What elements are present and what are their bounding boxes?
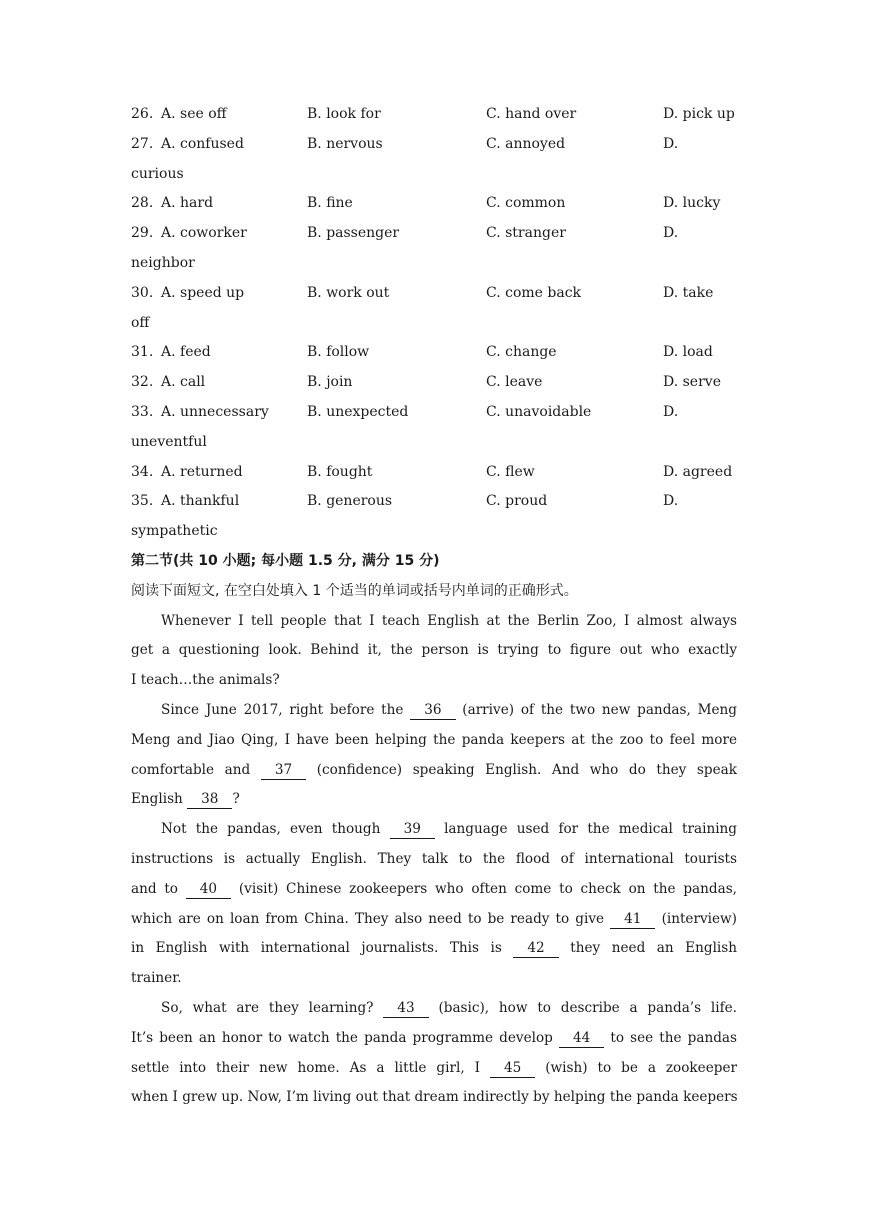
answer-blank-45[interactable]: 45 (490, 1060, 535, 1078)
passage (131, 607, 737, 1114)
answer-blank-39[interactable]: 39 (390, 821, 435, 839)
text-segment: (visit) Chinese zookeepers who often come to check on the pandas, (238, 880, 737, 897)
option-a: A. coworker (161, 225, 247, 242)
option-b: B. unexpected (307, 403, 409, 420)
option-c: C. proud (486, 493, 548, 510)
text-segment: comfortable and (131, 761, 251, 778)
option-c: C. come back (486, 284, 582, 301)
option-d: D. serve (663, 374, 721, 391)
option-a: A. see off (161, 106, 227, 122)
option-b: B. follow (307, 344, 370, 361)
question-number: 33. (131, 403, 154, 420)
text-segment: settle into their new home. As a little girl, I (131, 1059, 480, 1076)
text-segment: (arrive) of the two new pandas, Meng (462, 701, 737, 718)
text-segment: Not the pandas, even though (161, 821, 381, 838)
option-d: D. take (663, 284, 714, 301)
text-segment: English (131, 791, 183, 808)
section-instructions: 阅读下面短文, 在空白处填入 1 个适当的单词或括号内单词的正确形式。 (131, 582, 578, 599)
text-segment: they need an English (570, 940, 737, 957)
paragraph-line: instructions is actually English. They talk to the flood of international tourists (131, 850, 737, 867)
option-a: A. hard (161, 195, 214, 212)
option-b: B. nervous (307, 135, 383, 152)
answer-blank-37[interactable]: 37 (261, 762, 306, 780)
answer-blank-43[interactable]: 43 (383, 1000, 428, 1018)
paragraph-line (131, 756, 737, 786)
question-number: 30. (131, 284, 154, 301)
text-segment: (basic), how to describe a panda’s life. (438, 999, 738, 1016)
option-d: D. agreed (663, 463, 733, 480)
option-d: D. (663, 135, 679, 152)
paragraph-line: Meng and Jiao Qing, I have been helping the panda keepers at the zoo to feel more (131, 731, 737, 748)
paragraph-line: trainer. (131, 970, 182, 987)
text-segment: (confidence) speaking English. And who do they speak (316, 761, 737, 778)
option-c: C. unavoidable (486, 403, 592, 420)
option-d: D. lucky (663, 195, 721, 212)
paragraph-line (131, 934, 737, 964)
option-a: A. returned (161, 463, 243, 480)
question-number: 32. (131, 374, 154, 391)
paragraph-line: I teach…the animals? (131, 672, 280, 689)
text-segment: (interview) (661, 910, 737, 927)
question-number: 34. (131, 463, 154, 480)
section-title: 第二节(共 10 小题; 每小题 1.5 分, 满分 15 分) (131, 552, 440, 569)
option-d-wrapped-text: sympathetic (131, 523, 218, 540)
options-list (131, 100, 737, 547)
option-a: A. feed (161, 344, 211, 361)
option-d: D. (663, 403, 679, 420)
option-b: B. passenger (307, 225, 400, 242)
paragraph-line: get a questioning look. Behind it, the person is trying to figure out who exactly (131, 642, 737, 659)
option-d: D. (663, 225, 679, 242)
paragraph-line (131, 785, 737, 815)
text-segment: It’s been an honor to watch the panda programme develop (131, 1029, 553, 1046)
option-d: D. (663, 493, 679, 510)
paragraph-line: when I grew up. Now, I’m living out that dream indirectly by helping the panda keepers (131, 1089, 738, 1106)
option-row (131, 100, 737, 130)
paragraph-line (131, 815, 737, 845)
question-number: 28. (131, 195, 154, 212)
option-b: B. look for (307, 106, 381, 122)
option-row (131, 368, 737, 398)
text-segment: to see the pandas (610, 1029, 737, 1046)
option-row (131, 130, 737, 160)
paragraph-line: Whenever I tell people that I teach English at the Berlin Zoo, I almost always (161, 612, 737, 629)
paragraph-line (131, 1054, 737, 1084)
option-a: A. confused (161, 135, 244, 152)
answer-blank-42[interactable]: 42 (513, 940, 558, 958)
answer-blank-44[interactable]: 44 (559, 1030, 604, 1048)
question-number: 27. (131, 135, 154, 152)
option-b: B. fine (307, 195, 353, 212)
text-segment: which are on loan from China. They also need to be ready to give (131, 910, 605, 927)
option-d-wrapped-text: curious (131, 165, 184, 182)
option-row (131, 487, 737, 517)
paragraph-line (131, 696, 737, 726)
answer-blank-41[interactable]: 41 (610, 911, 655, 929)
option-c: C. leave (486, 374, 543, 391)
paragraph-line (131, 994, 737, 1024)
text-segment: Since June 2017, right before the (161, 701, 404, 718)
option-row (131, 338, 737, 368)
answer-blank-40[interactable]: 40 (186, 881, 231, 899)
text-segment: and to (131, 880, 178, 897)
option-d: D. load (663, 344, 713, 361)
paragraph-line (131, 875, 737, 905)
question-number: 29. (131, 225, 154, 242)
option-b: B. work out (307, 284, 390, 301)
question-number: 35. (131, 493, 154, 510)
option-b: B. fought (307, 463, 373, 480)
option-row (131, 219, 737, 249)
option-row (131, 398, 737, 428)
option-d: D. pick up (663, 106, 735, 122)
question-number: 31. (131, 344, 154, 361)
option-d-wrapped-text: neighbor (131, 254, 195, 271)
option-c: C. annoyed (486, 135, 566, 152)
paragraph-line (131, 1024, 737, 1054)
text-segment: in English with international journalists. This is (131, 940, 502, 957)
option-row (131, 189, 737, 219)
option-row (131, 279, 737, 309)
option-row (131, 458, 737, 488)
question-number: 26. (131, 106, 154, 122)
option-d-wrapped-text: off (131, 314, 150, 331)
option-b: B. generous (307, 493, 393, 510)
text-segment: language used for the medical training (444, 821, 738, 838)
paragraph-line (131, 905, 737, 935)
text-segment: (wish) to be a zookeeper (545, 1059, 737, 1076)
option-a: A. unnecessary (161, 403, 269, 420)
option-a: A. call (161, 374, 206, 391)
text-segment: ? (232, 791, 240, 808)
text-segment: So, what are they learning? (161, 999, 374, 1016)
answer-blank-36[interactable]: 36 (410, 702, 455, 720)
option-a: A. thankful (161, 493, 240, 510)
option-b: B. join (307, 374, 353, 391)
option-c: C. stranger (486, 225, 566, 242)
option-a: A. speed up (161, 284, 245, 301)
option-c: C. flew (486, 463, 535, 480)
option-d-wrapped-text: uneventful (131, 433, 207, 450)
option-c: C. common (486, 195, 566, 212)
option-c: C. change (486, 344, 557, 361)
exam-page (131, 100, 737, 1113)
answer-blank-38[interactable]: 38 (187, 791, 232, 809)
option-c: C. hand over (486, 106, 577, 122)
